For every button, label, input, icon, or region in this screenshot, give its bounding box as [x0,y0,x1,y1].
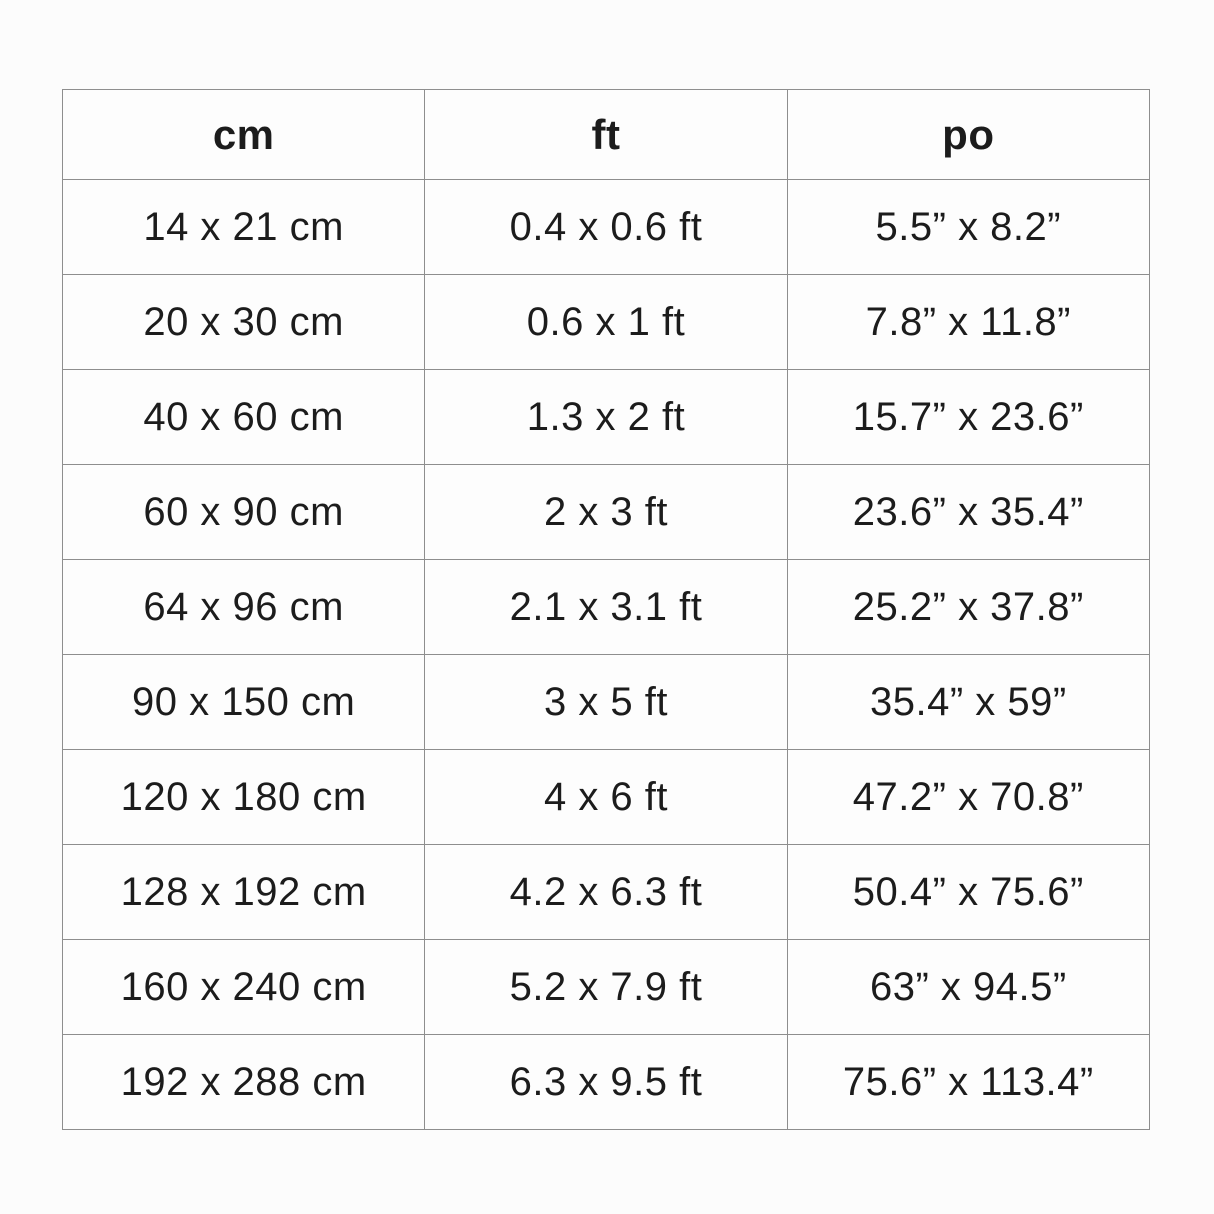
table-cell-po: 25.2” x 37.8” [787,560,1149,655]
table-body [63,180,1150,1130]
header-ft: ft [425,90,787,180]
table-cell-cm: 128 x 192 cm [63,845,425,940]
table-row [63,1035,1150,1130]
table-row [63,845,1150,940]
table-cell-cm: 90 x 150 cm [63,655,425,750]
table-cell-cm: 160 x 240 cm [63,940,425,1035]
table-row [63,940,1150,1035]
header-cm: cm [63,90,425,180]
size-conversion-table [62,89,1150,1130]
table-row [63,560,1150,655]
table-row [63,275,1150,370]
table-row [63,465,1150,560]
table-cell-po: 15.7” x 23.6” [787,370,1149,465]
table-cell-ft: 0.6 x 1 ft [425,275,787,370]
table-cell-cm: 14 x 21 cm [63,180,425,275]
table-cell-cm: 20 x 30 cm [63,275,425,370]
table-cell-ft: 1.3 x 2 ft [425,370,787,465]
table-cell-ft: 4.2 x 6.3 ft [425,845,787,940]
table-cell-po: 5.5” x 8.2” [787,180,1149,275]
table-cell-po: 23.6” x 35.4” [787,465,1149,560]
table-cell-po: 35.4” x 59” [787,655,1149,750]
table-cell-cm: 120 x 180 cm [63,750,425,845]
table-cell-cm: 64 x 96 cm [63,560,425,655]
table-row [63,180,1150,275]
table-cell-ft: 5.2 x 7.9 ft [425,940,787,1035]
header-po: po [787,90,1149,180]
table-cell-ft: 4 x 6 ft [425,750,787,845]
table-row [63,750,1150,845]
table-cell-ft: 2.1 x 3.1 ft [425,560,787,655]
table-cell-po: 7.8” x 11.8” [787,275,1149,370]
table-cell-cm: 60 x 90 cm [63,465,425,560]
table-cell-po: 63” x 94.5” [787,940,1149,1035]
table-row [63,655,1150,750]
table-cell-po: 75.6” x 113.4” [787,1035,1149,1130]
table-cell-ft: 6.3 x 9.5 ft [425,1035,787,1130]
table-row [63,370,1150,465]
table-cell-po: 50.4” x 75.6” [787,845,1149,940]
table-cell-cm: 40 x 60 cm [63,370,425,465]
table-cell-ft: 0.4 x 0.6 ft [425,180,787,275]
table-cell-cm: 192 x 288 cm [63,1035,425,1130]
header-row [63,90,1150,180]
table-cell-po: 47.2” x 70.8” [787,750,1149,845]
table-cell-ft: 2 x 3 ft [425,465,787,560]
table-cell-ft: 3 x 5 ft [425,655,787,750]
